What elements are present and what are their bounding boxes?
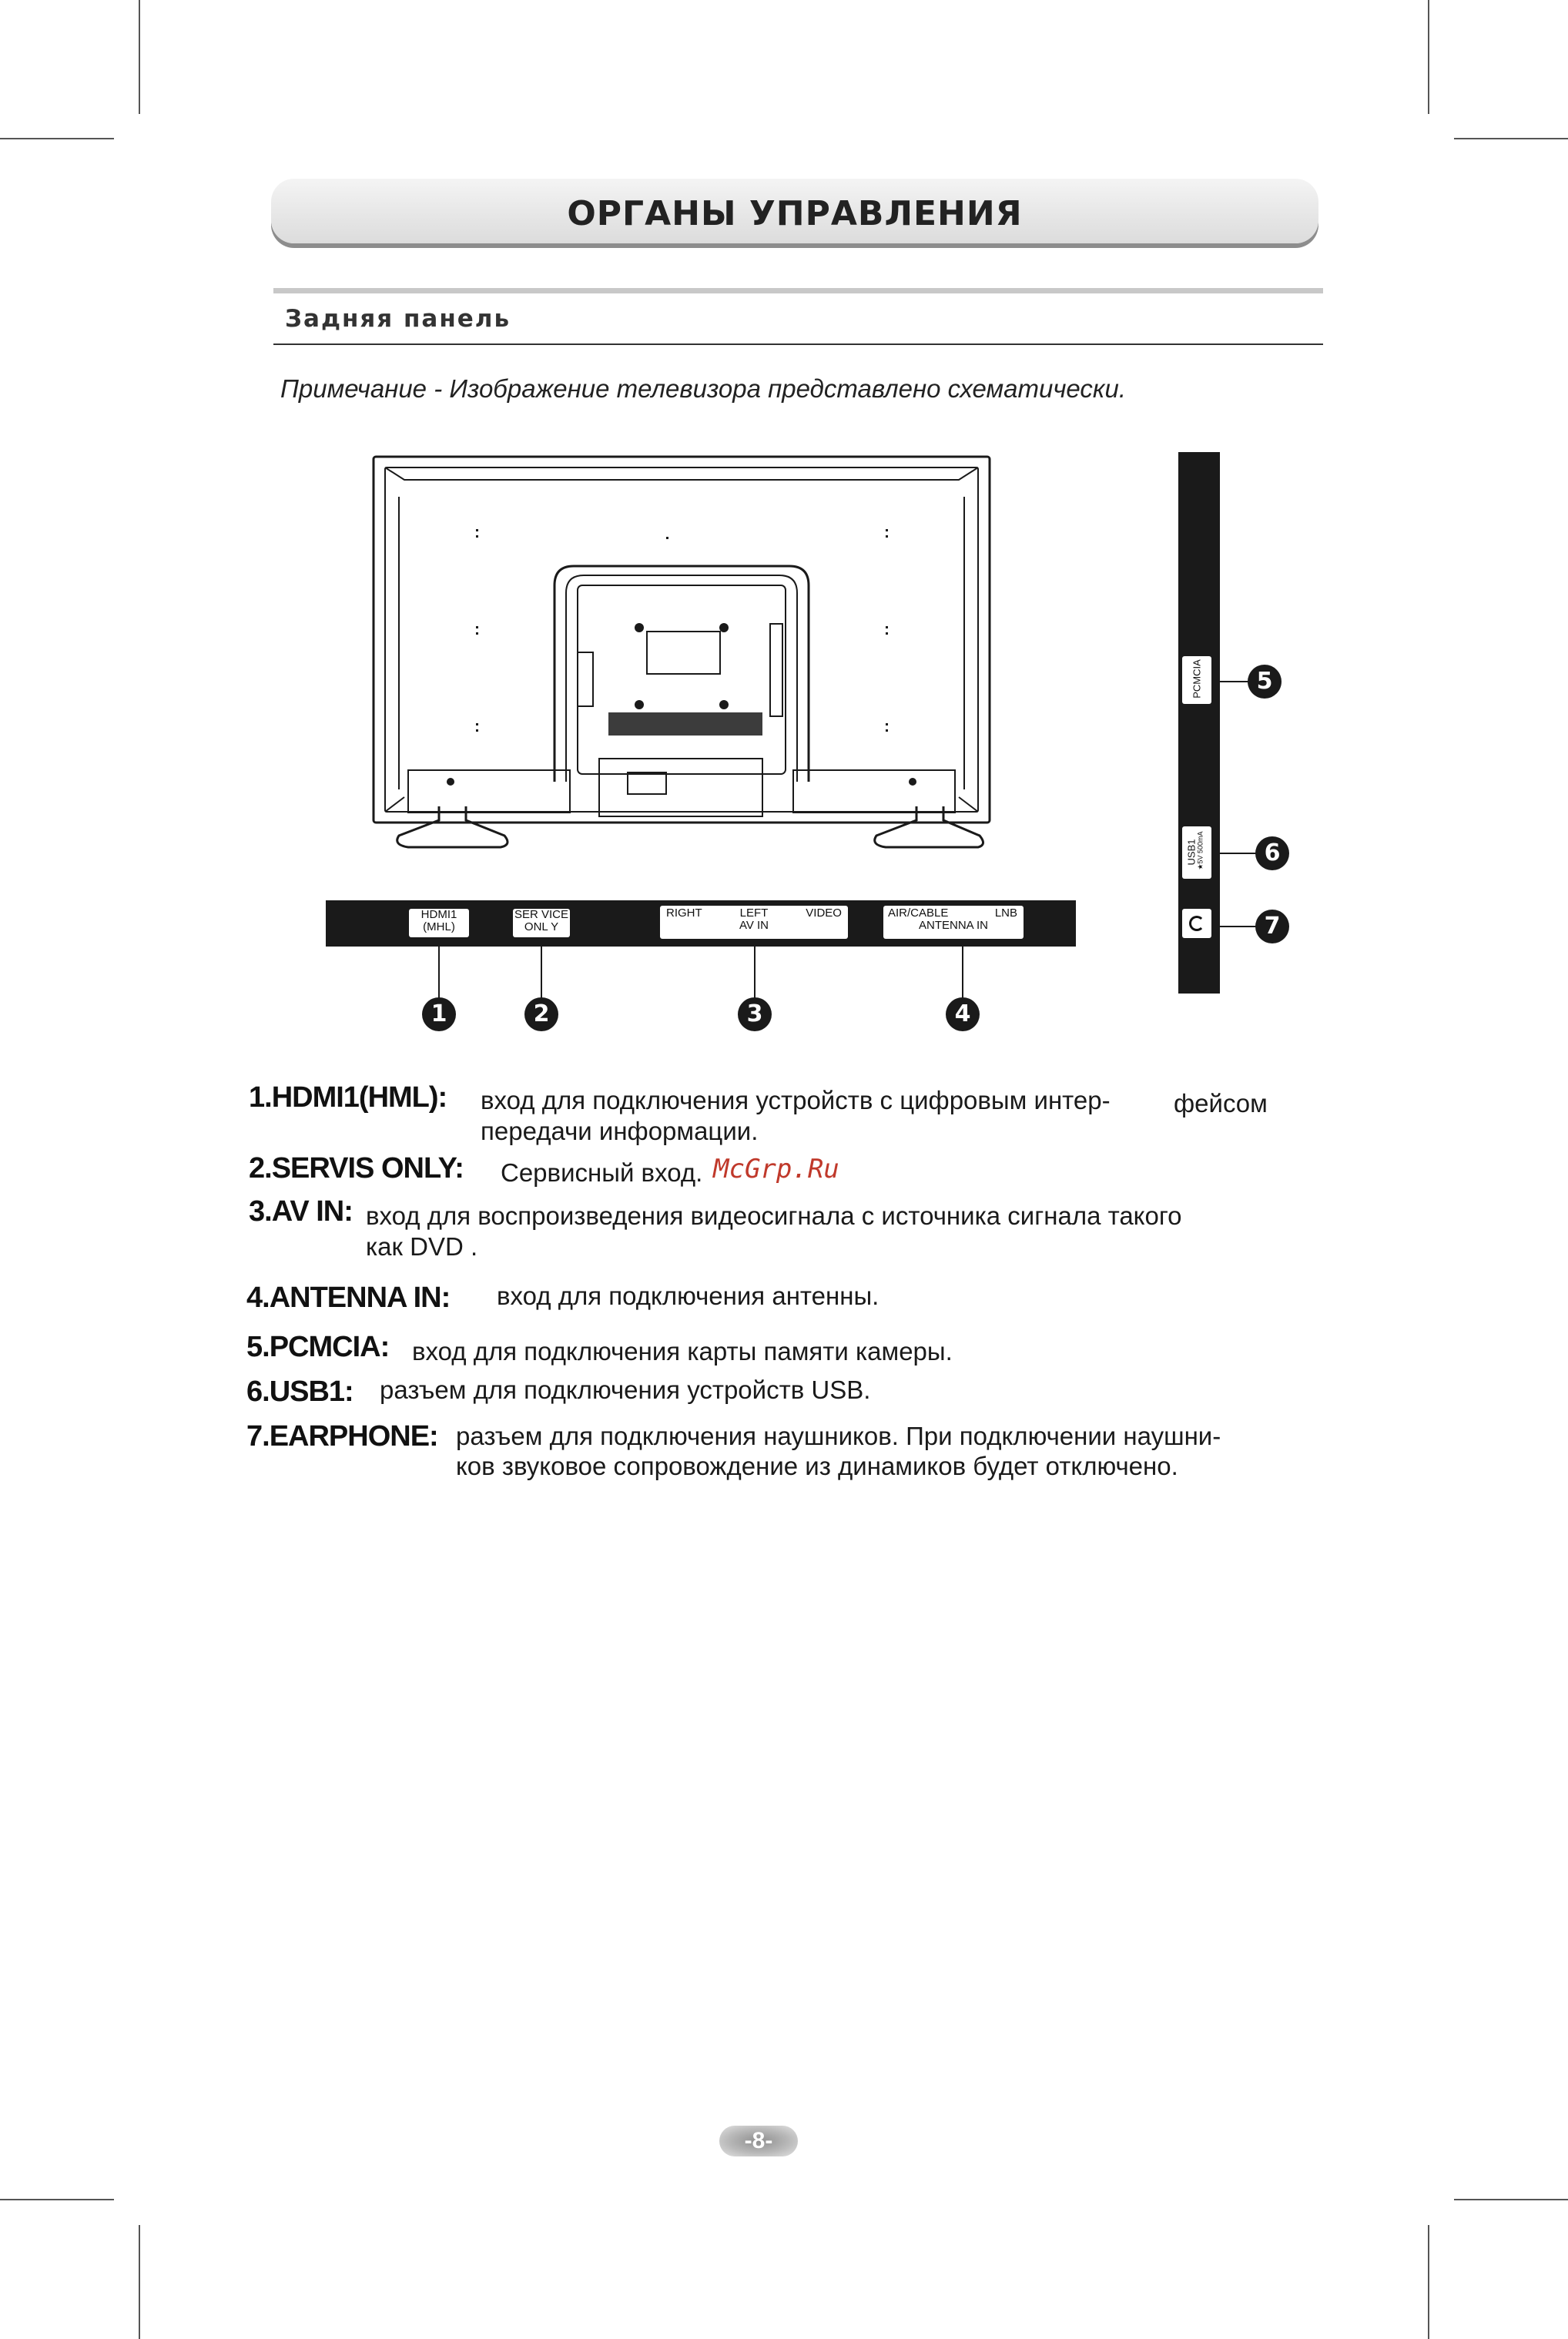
desc-1-text-end: фейсом <box>1174 1089 1268 1118</box>
crop-mark <box>0 138 114 139</box>
crop-mark <box>1454 138 1568 139</box>
callout-3: 3 <box>738 997 772 1031</box>
desc-6-text: разъем для подключения устройств USB. <box>380 1376 871 1404</box>
section-rule-top <box>273 288 1323 293</box>
av-right-label: RIGHT <box>666 906 702 920</box>
callout-5: 5 <box>1248 665 1282 699</box>
desc-3-text-2: как DVD . <box>366 1232 478 1261</box>
crop-mark <box>139 0 140 114</box>
callout-7: 7 <box>1255 910 1289 943</box>
crop-mark <box>1428 2225 1429 2339</box>
av-left-label: LEFT <box>739 906 769 920</box>
desc-5-term: 5.PCMCIA: <box>246 1331 390 1363</box>
hdmi-label: HDMI1 <box>420 908 457 921</box>
desc-7-text-2: ков звуковое сопровождение из динамиков будет отключено. <box>456 1452 1178 1480</box>
air-cable-label: AIR/CABLE <box>888 906 949 920</box>
desc-4-term: 4.ANTENNA IN: <box>246 1282 451 1314</box>
section-rule-bottom <box>273 343 1323 345</box>
page-number: -8- <box>719 2126 798 2156</box>
leader-line-7 <box>1213 926 1261 927</box>
earphone-port-label <box>1182 909 1211 938</box>
callout-6: 6 <box>1255 836 1289 870</box>
crop-mark <box>1428 0 1429 114</box>
desc-7-term: 7.EARPHONE: <box>246 1420 438 1453</box>
antenna-in-label: ANTENNA IN <box>918 919 988 932</box>
hdmi-port-label <box>409 909 469 937</box>
crop-mark <box>0 2199 114 2200</box>
av-video-label: VIDEO <box>806 906 842 920</box>
service-label: SER VICE <box>514 908 569 921</box>
desc-7-text: разъем для подключения наушников. При подключении наушни- <box>456 1422 1221 1450</box>
note: Примечание - Изображение телевизора представлено схематически. <box>280 374 1126 403</box>
usb1-rating-label: ★5V 500mA <box>1196 831 1204 870</box>
tv-rear-illustration <box>362 451 1001 859</box>
section-title: Задняя панель <box>285 305 511 333</box>
crop-mark <box>1454 2199 1568 2200</box>
desc-6-term: 6.USB1: <box>246 1376 353 1408</box>
av-in-label: AV IN <box>739 919 769 932</box>
antenna-port-label <box>883 906 1024 939</box>
callout-2: 2 <box>524 997 558 1031</box>
desc-3-term: 3.AV IN: <box>249 1195 353 1228</box>
hdmi-sub-label: (MHL) <box>423 920 455 933</box>
service-port-label <box>513 909 570 937</box>
leader-line-6 <box>1213 853 1261 854</box>
callout-1: 1 <box>422 997 456 1031</box>
desc-2-term: 2.SERVIS ONLY: <box>249 1152 464 1185</box>
callout-4: 4 <box>946 997 980 1031</box>
headphone-icon <box>1189 916 1204 931</box>
usb1-label: USB1 <box>1185 839 1198 866</box>
av-in-port-label <box>660 906 848 939</box>
desc-3-text: вход для воспроизведения видеосигнала с источника сигнала такого <box>366 1201 1182 1230</box>
usb-port-label <box>1182 826 1211 879</box>
crop-mark <box>139 2225 140 2339</box>
desc-4-text: вход для подключения антенны. <box>497 1282 879 1310</box>
desc-1-text: вход для подключения устройств с цифровым интер- <box>481 1086 1111 1114</box>
watermark: McGrp.Ru <box>713 1154 839 1185</box>
desc-2-text: Сервисный вход. <box>501 1158 703 1187</box>
desc-1-text-2: передачи информации. <box>481 1117 759 1145</box>
lnb-label: LNB <box>994 906 1017 920</box>
pcmcia-port-label <box>1182 656 1211 704</box>
page-title: ОРГАНЫ УПРАВЛЕНИЯ <box>567 194 1023 233</box>
desc-1-term: 1.HDMI1(HML): <box>249 1081 447 1114</box>
service-sub-label: ONL Y <box>524 920 559 933</box>
pcmcia-label: PCMCIA <box>1191 659 1203 699</box>
desc-5-text: вход для подключения карты памяти камеры. <box>412 1337 953 1366</box>
